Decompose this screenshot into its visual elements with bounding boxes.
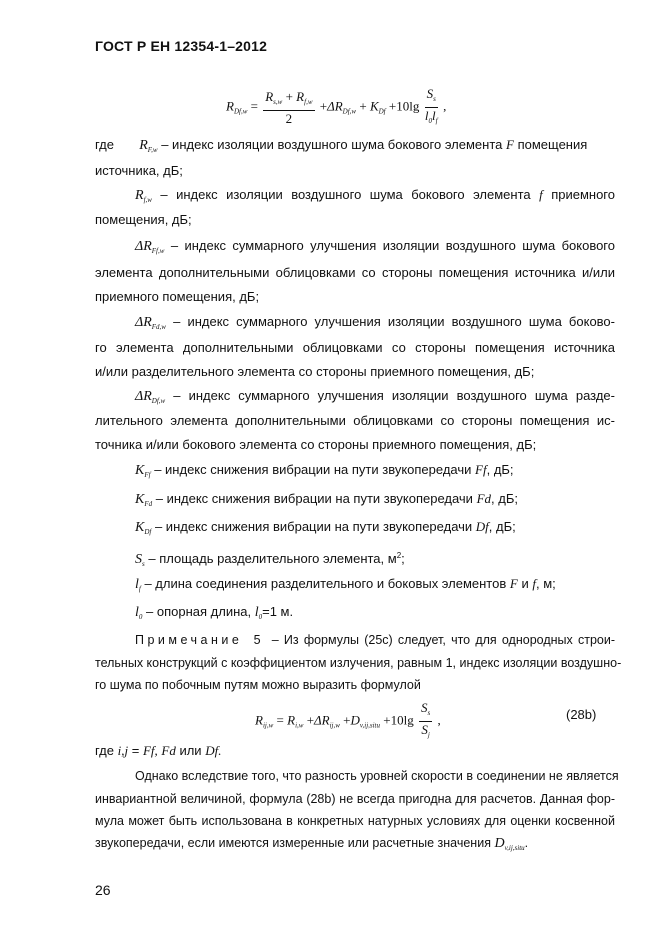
definition-kFf: $K_{Ff}$ – индекс снижения вибрации на пути звукопередачи Ff, дБ; (135, 462, 514, 479)
closing-line-2: инвариантной величиной, формула (28b) не всегда пригодна для расчетов. Данная фор- (95, 792, 615, 806)
definition-rfw-cont: помещения, дБ; (95, 212, 192, 227)
definition-drFd: $\Delta R_{Fd,w}$ – индекс суммарного улучшения изоляции воздушного шума боково- (135, 314, 615, 331)
definition-drFf-cont1: элемента дополнительными облицовками со стороны помещения источника и/или (95, 265, 615, 280)
closing-line-3: мула может быть использована в конкретных натурных условиях для оценки косвенной (95, 814, 615, 828)
definition-rFw: где $R_{F,w}$ – индекс изоляции воздушного шума бокового элемента F помещения (95, 137, 588, 154)
definition-rFw-cont: источника, дБ; (95, 163, 183, 178)
formula-28b: $R_{ij,w} = R_{i,w} +\Delta R_{ij,w} +D_{v,ij,situ} +10\lg$ $\frac{S_s}{S_j}$ , (255, 700, 441, 739)
definition-drDf-cont2: точника и/или бокового элемента со стороны приемного помещения, дБ; (95, 437, 537, 452)
note: Примечание 5 – Из формулы (25c) следует, что для однородных строи- (135, 633, 615, 647)
definition-drFd-cont1: го элемента дополнительными облицовками со стороны помещения источника (95, 340, 615, 355)
closing-line-4: звукопередачи, если имеются измеренные или расчетные значения $D_{v,ij,situ}$. (95, 836, 529, 852)
definition-drFd-cont2: и/или разделительного элемента со стороны приемного помещения, дБ; (95, 364, 535, 379)
definition-drDf-cont1: лительного элемента дополнительными облицовками со стороны помещения ис- (95, 413, 615, 428)
definition-kDf: $K_{Df}$ – индекс снижения вибрации на пути звукопередачи Df, дБ; (135, 519, 516, 536)
definition-rfw: $R_{f,w}$ – индекс изоляции воздушного шума бокового элемента f приемного (135, 187, 615, 204)
definition-area: $S_s$ – площадь разделительного элемента, $м^2$; (135, 551, 405, 568)
definition-drFf-cont2: приемного помещения, дБ; (95, 289, 260, 304)
closing-line-1: Однако вследствие того, что разность уровней скорости в соединении не является (135, 769, 619, 783)
page-number: 26 (95, 882, 111, 898)
note-cont2: го шума по побочным путям можно выразить формулой (95, 678, 421, 692)
definition-drDf: $\Delta R_{Df,w}$ – индекс суммарного улучшения изоляции воздушного шума разде- (135, 388, 615, 405)
standard-header: ГОСТ Р ЕН 12354-1–2012 (95, 38, 268, 54)
where-ij: где i,j = Ff, Fd или Df. (95, 743, 222, 758)
formula-28b-number: (28b) (566, 707, 597, 722)
note-cont1: тельных конструкций с коэффициентом излучения, равным 1, индекс изоляции воздушно- (95, 656, 622, 670)
definition-drFf: $\Delta R_{Ff,w}$ – индекс суммарного улучшения изоляции воздушного шума бокового (135, 238, 615, 255)
formula-1: $R_{Df,w}$ = $\frac{R_{s,w} + R_{f,w}}{2}$ $+\Delta R_{Df,w} + K_{Df} +10\lg$ $\frac{S_s}{l_0l_f}$ , (226, 86, 447, 126)
definition-kFd: $K_{Fd}$ – индекс снижения вибрации на пути звукопередачи Fd, дБ; (135, 491, 518, 508)
definition-reference-length: $l_0$ – опорная длина, $l_0=1$ м. (135, 604, 294, 621)
definition-length: $l_f$ – длина соединения разделительного и боковых элементов F и f, м; (135, 576, 556, 593)
